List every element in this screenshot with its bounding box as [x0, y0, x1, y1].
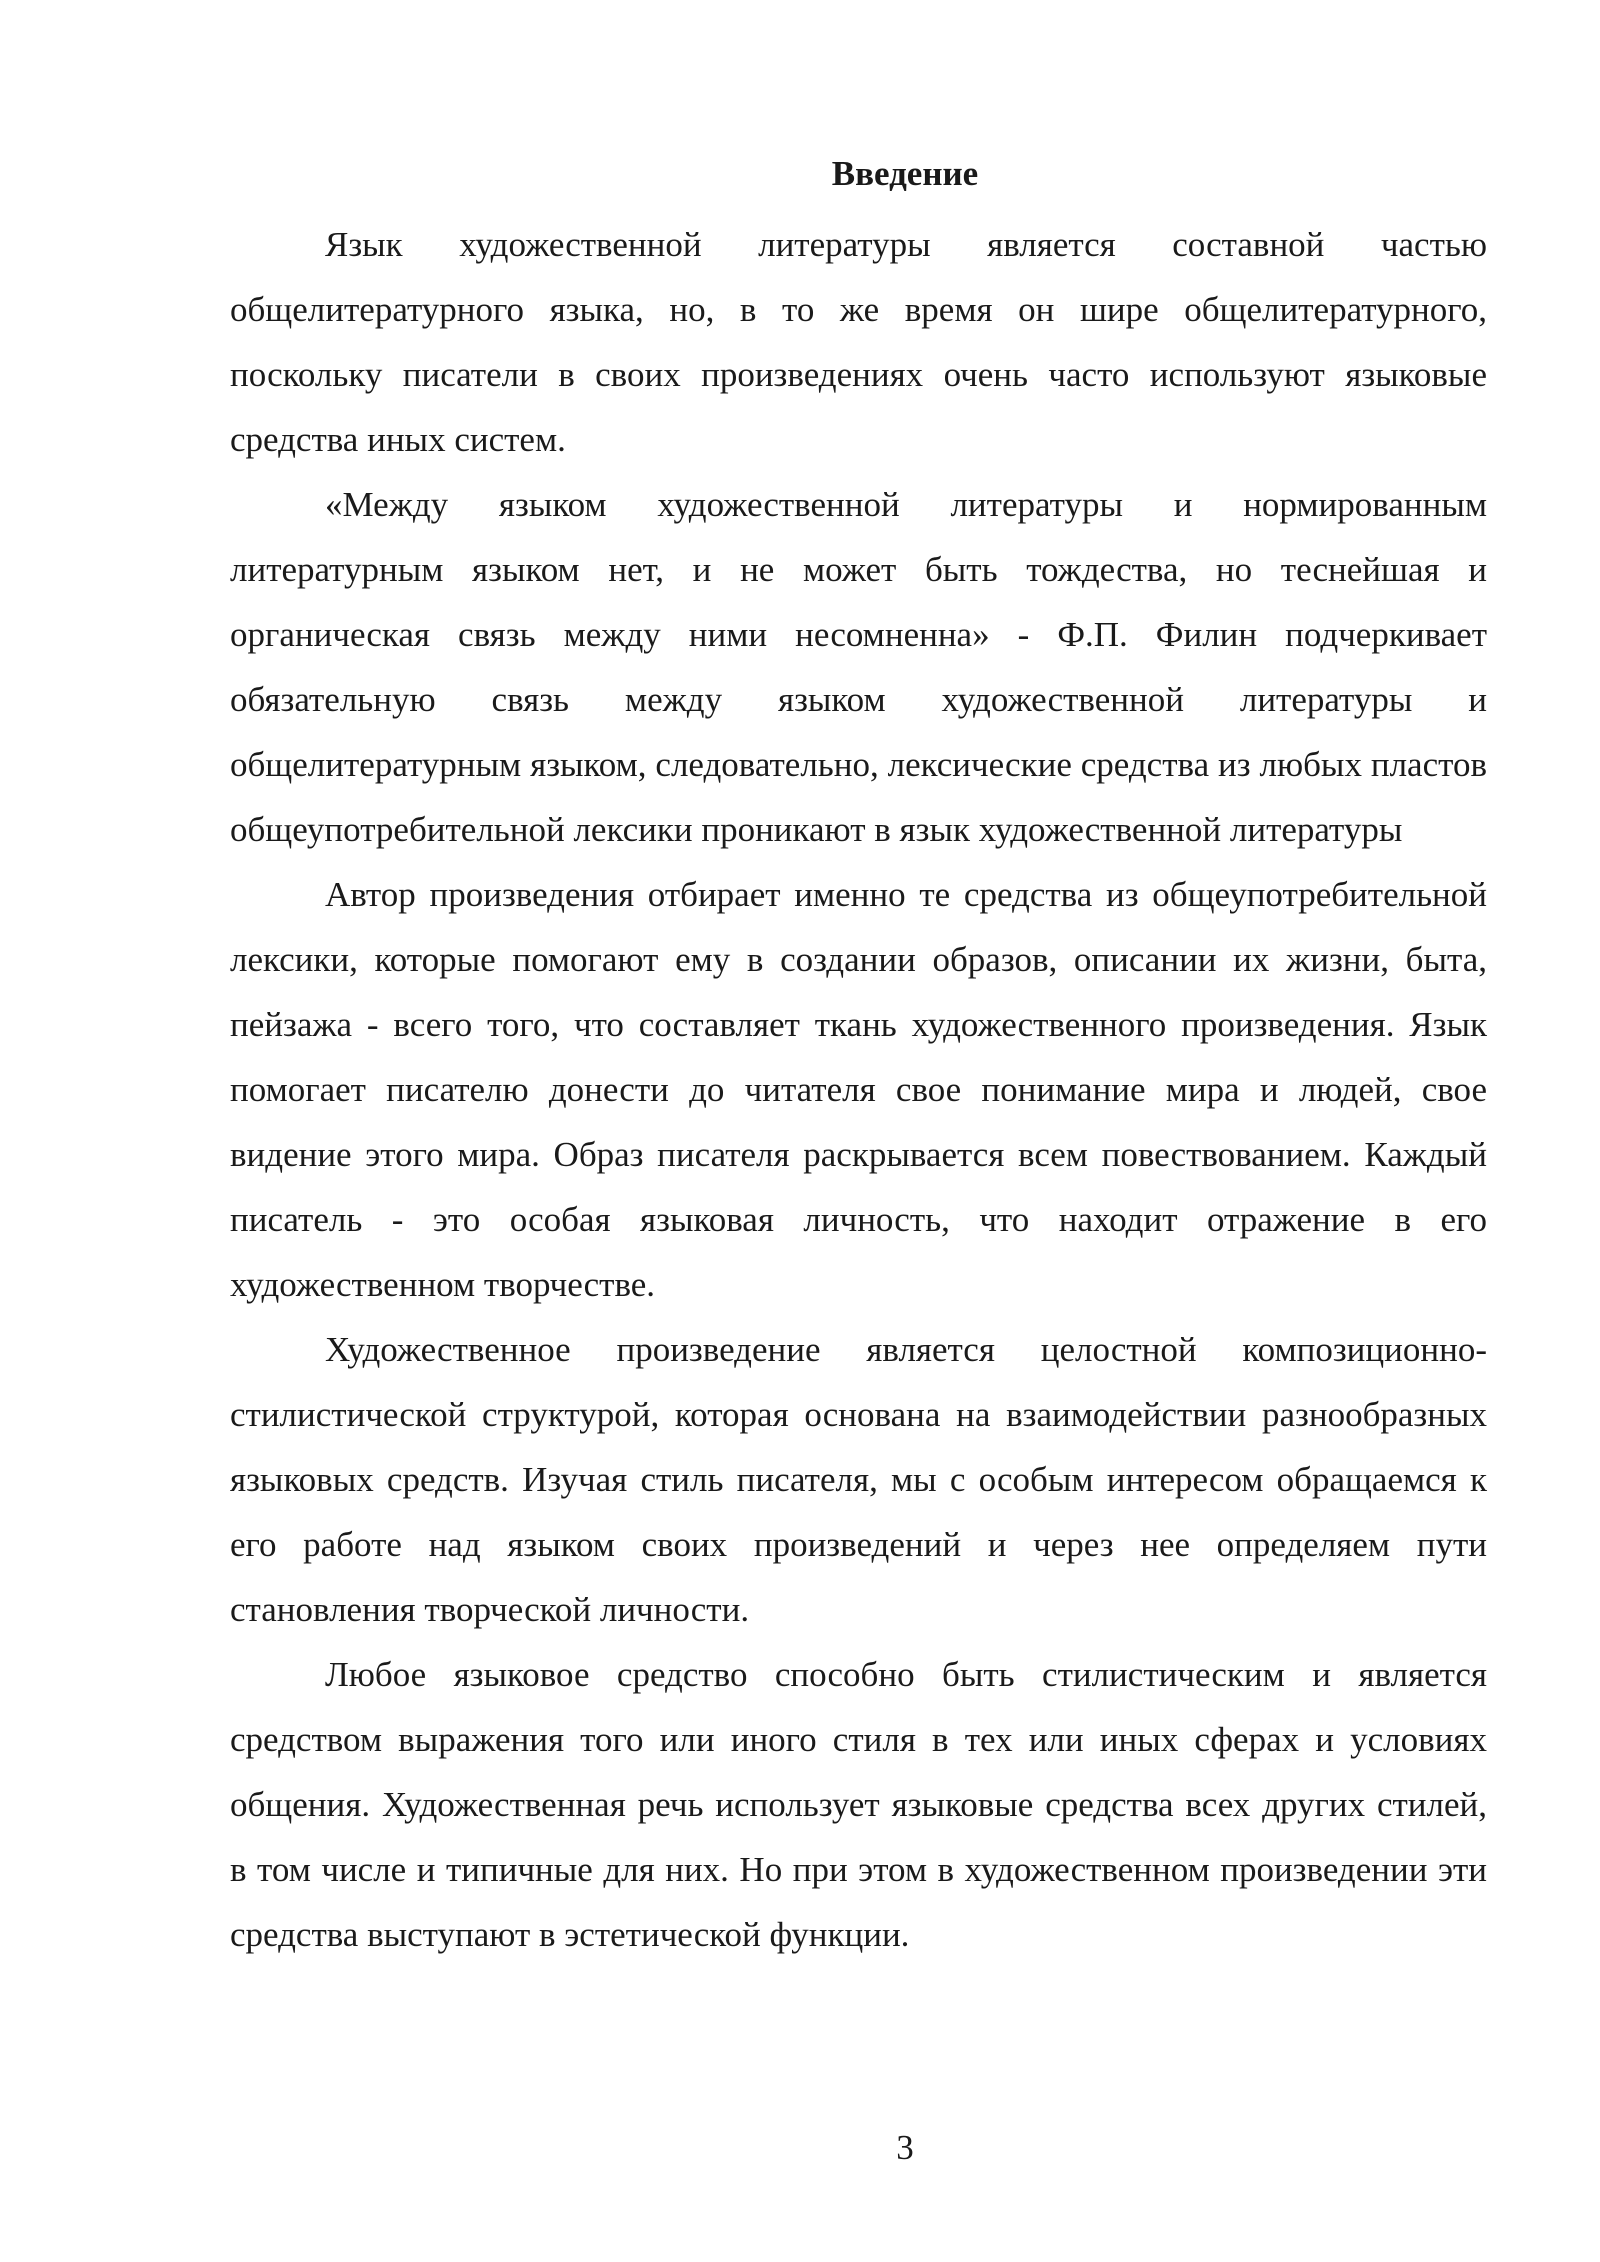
section-heading: Введение	[831, 154, 979, 193]
body-text	[230, 212, 1487, 1967]
paragraph-2: «Между языком художественной литературы и нормированным литературным языком нет, и не может быть тождества, но теснейшая и органическая связь между ними несомненна» - Ф.П. Филин подчеркивает обязательную связь между языком художественной литературы и общелитературным языком, следовательно, лексические средства из любых пластов общеупотребительной лексики проникают в язык художественной литературы	[230, 485, 1487, 849]
paragraph-5: Любое языковое средство способно быть стилистическим и является средством выражения того или иного стиля в тех или иных сферах и условиях общения. Художественная речь использует языковые средства всех других стилей, в том числе и типичные для них. Но при этом в художественном произведении эти средства выступают в эстетической функции.	[230, 1655, 1487, 1954]
page-number: 3	[896, 2128, 914, 2167]
paragraph-1: Язык художественной литературы является составной частью общелитературного языка, но, в то же время он шире общелитературного, поскольку писатели в своих произведениях очень часто используют языковые средства иных систем.	[230, 225, 1487, 459]
paragraph-4: Художественное произведение является целостной композиционно-стилистической структурой, которая основана на взаимодействии разнообразных языковых средств. Изучая стиль писателя, мы с особым интересом обращаемся к его работе над языком своих произведений и через нее определяем пути становления творческой личности.	[230, 1330, 1487, 1629]
paragraph-3: Автор произведения отбирает именно те средства из общеупотребительной лексики, которые помогают ему в создании образов, описании их жизни, быта, пейзажа - всего того, что составляет ткань художественного произведения. Язык помогает писателю донести до читателя свое понимание мира и людей, свое видение этого мира. Образ писателя раскрывается всем повествованием. Каждый писатель - это особая языковая личность, что находит отражение в его художественном творчестве.	[230, 875, 1487, 1304]
